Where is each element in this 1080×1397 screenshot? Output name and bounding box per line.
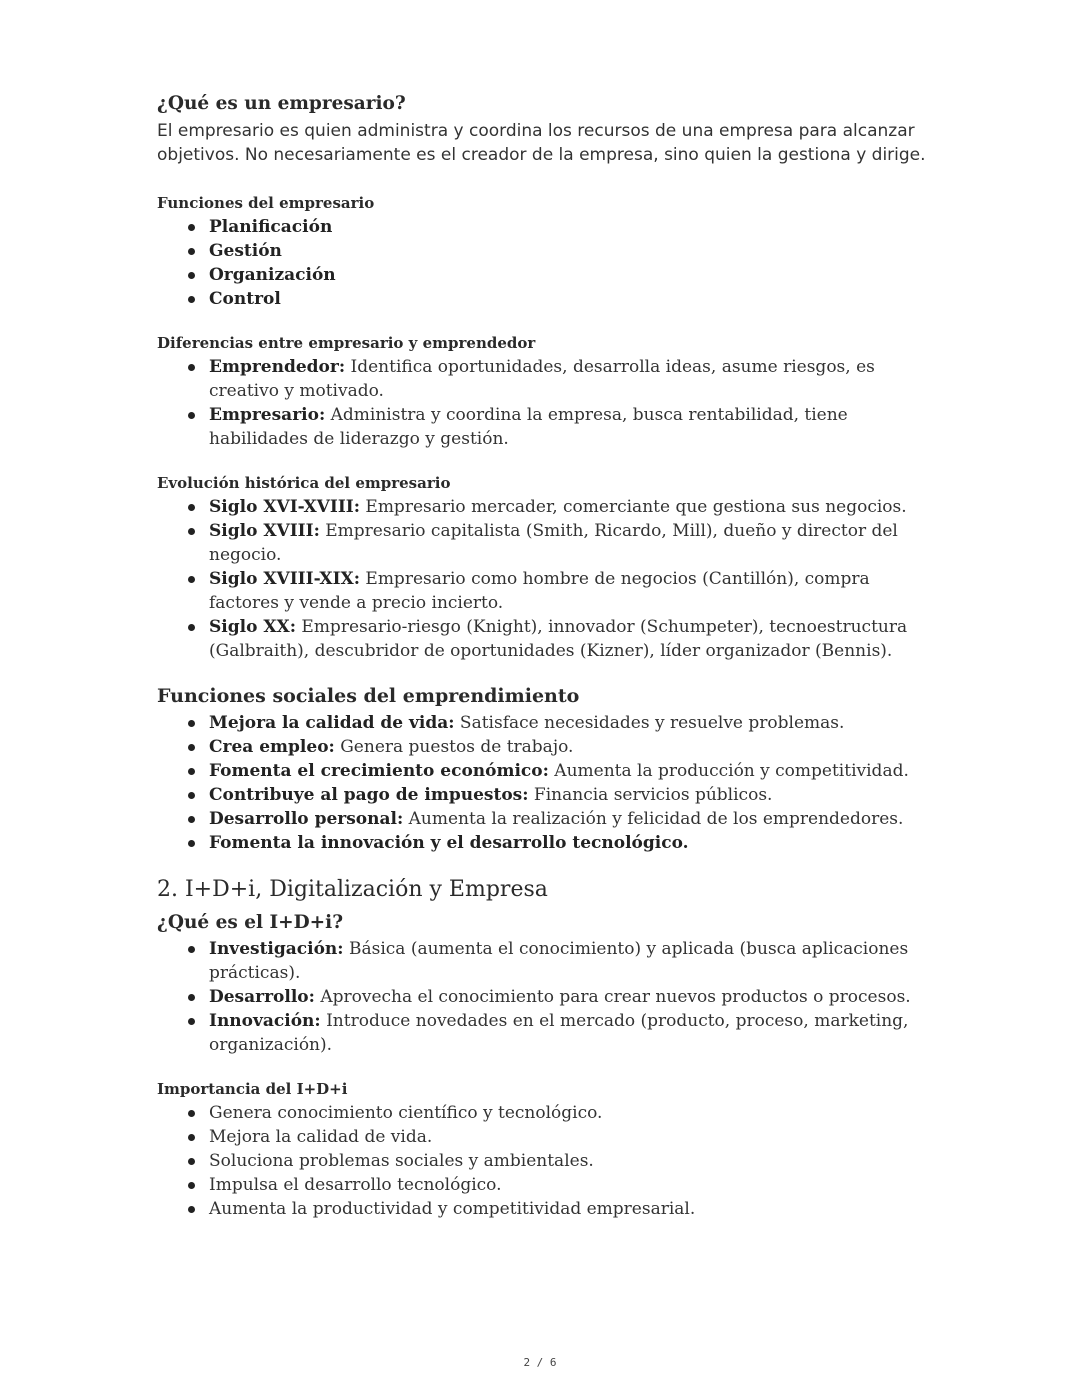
list-item: Organización	[209, 263, 937, 287]
heading-importancia: Importancia del I+D+i	[157, 1080, 348, 1098]
list-item: Fomenta la innovación y el desarrollo tecnológico.	[209, 831, 937, 855]
list-item: Investigación: Básica (aumenta el conocimiento) y aplicada (busca aplicaciones prácticas).	[209, 937, 937, 985]
heading-funciones-sociales: Funciones sociales del emprendimiento	[157, 685, 580, 707]
list-item: Aumenta la productividad y competitividad empresarial.	[209, 1197, 937, 1221]
heading-evolucion: Evolución histórica del empresario	[157, 474, 451, 492]
heading-diferencias: Diferencias entre empresario y emprendedor	[157, 334, 536, 352]
list-item: Crea empleo: Genera puestos de trabajo.	[209, 735, 937, 759]
list-item: Genera conocimiento científico y tecnológico.	[209, 1101, 937, 1125]
paragraph-definicion: El empresario es quien administra y coordina los recursos de una empresa para alcanzar objetivos. No necesariamente es el creador de la empresa, sino quien la gestiona y dirige.	[157, 121, 926, 165]
list-funciones-sociales	[157, 711, 937, 855]
list-item: Empresario: Administra y coordina la empresa, busca rentabilidad, tiene habilidades de liderazgo y gestión.	[209, 403, 937, 451]
list-item: Contribuye al pago de impuestos: Financia servicios públicos.	[209, 783, 937, 807]
list-item: Mejora la calidad de vida: Satisface necesidades y resuelve problemas.	[209, 711, 937, 735]
document-page	[157, 92, 937, 1221]
heading-que-es-idi: ¿Qué es el I+D+i?	[157, 912, 344, 933]
list-item: Mejora la calidad de vida.	[209, 1125, 937, 1149]
list-idi	[157, 937, 937, 1057]
list-item: Gestión	[209, 239, 937, 263]
list-item: Innovación: Introduce novedades en el mercado (producto, proceso, marketing, organización).	[209, 1009, 937, 1057]
list-item: Emprendedor: Identifica oportunidades, desarrolla ideas, asume riesgos, es creativo y motivado.	[209, 355, 937, 403]
list-item: Siglo XX: Empresario-riesgo (Knight), innovador (Schumpeter), tecnoestructura (Galbraith), descubridor de oportunidades (Kizner), líder organizador (Bennis).	[209, 615, 937, 663]
section-title-idi: 2. I+D+i, Digitalización y Empresa	[157, 877, 548, 902]
list-item: Siglo XVIII-XIX: Empresario como hombre de negocios (Cantillón), compra factores y vende a precio incierto.	[209, 567, 937, 615]
list-item: Soluciona problemas sociales y ambientales.	[209, 1149, 937, 1173]
list-item: Desarrollo personal: Aumenta la realización y felicidad de los emprendedores.	[209, 807, 937, 831]
list-diferencias	[157, 355, 937, 451]
heading-funciones: Funciones del empresario	[157, 194, 375, 212]
list-item: Fomenta el crecimiento económico: Aumenta la producción y competitividad.	[209, 759, 937, 783]
list-importancia	[157, 1101, 937, 1221]
list-evolucion	[157, 495, 937, 663]
list-funciones	[157, 215, 937, 311]
list-item: Siglo XVIII: Empresario capitalista (Smith, Ricardo, Mill), dueño y director del negocio.	[209, 519, 937, 567]
list-item: Desarrollo: Aprovecha el conocimiento para crear nuevos productos o procesos.	[209, 985, 937, 1009]
list-item: Impulsa el desarrollo tecnológico.	[209, 1173, 937, 1197]
heading-que-es-empresario: ¿Qué es un empresario?	[157, 93, 406, 114]
list-item: Planificación	[209, 215, 937, 239]
list-item: Control	[209, 287, 937, 311]
list-item: Siglo XVI-XVIII: Empresario mercader, comerciante que gestiona sus negocios.	[209, 495, 937, 519]
page-number: 2 / 6	[523, 1356, 557, 1369]
